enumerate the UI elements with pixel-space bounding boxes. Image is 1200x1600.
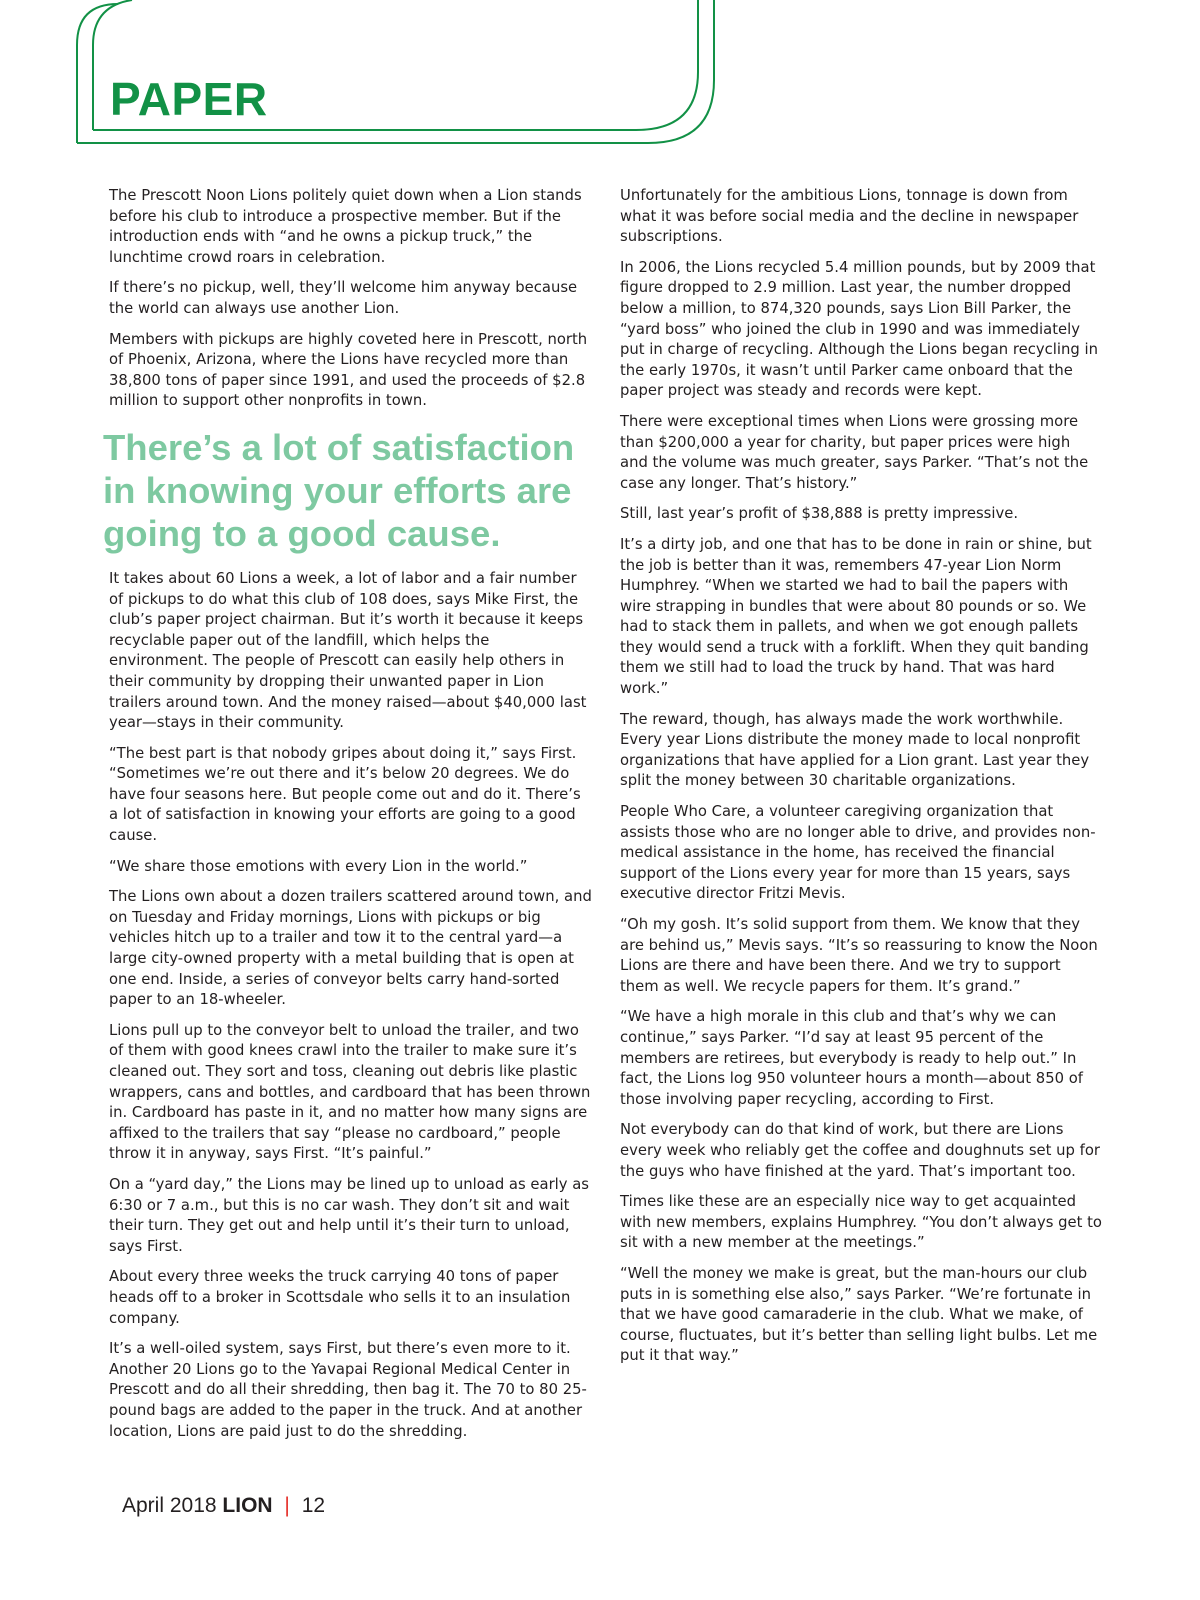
body-paragraph: Still, last year’s profit of $38,888 is pretty impressive. — [620, 505, 1019, 523]
section-title: PAPER — [110, 73, 268, 125]
body-paragraph: The Prescott Noon Lions politely quiet down when a Lion stands before his club to introduce a prospective member. But if the introduction ends with “and he owns a pickup truck,” the lunchtime crowd roars in celebration. — [109, 187, 582, 266]
right-column — [620, 186, 1102, 1377]
body-paragraph: If there’s no pickup, well, they’ll welcome him anyway because the world can always use another Lion. — [109, 279, 578, 317]
body-paragraph: The Lions own about a dozen trailers scattered around town, and on Tuesday and Friday mornings, Lions with pickups or big vehicles hitch up to a trailer and tow it to the central yard—a large city-owned property with a metal building that is open at one end. Inside, a series of conveyor belts carry hand-sorted paper to an 18-wheeler. — [109, 888, 592, 1009]
body-paragraph: In 2006, the Lions recycled 5.4 million pounds, but by 2009 that figure dropped to 2.9 million. Last year, the number dropped below a million, to 874,320 pounds, says Lion Bill Parker, the “yard boss” who joined the club in 1990 and was immediately put in charge of recycling. Although the Lions began recycling in the early 1970s, it wasn’t until Parker came onboard that the paper project was steady and records were kept. — [620, 258, 1098, 400]
body-paragraph: “Oh my gosh. It’s solid support from them. We know that they are behind us,” Mevis says. “It’s so reassuring to know the Noon Lions are there and have been there. And we try to support them as well. We recycle papers for them. It’s grand.” — [620, 916, 1098, 995]
body-paragraph: There were exceptional times when Lions were grossing more than $200,000 a year for charity, but paper prices were high and the volume was much greater, says Parker. “That’s not the case any longer. That’s history.” — [620, 412, 1089, 492]
body-paragraph: “We share those emotions with every Lion in the world.” — [109, 857, 528, 875]
body-paragraph: “Well the money we make is great, but the man-hours our club puts in is something else also,” says Parker. “We’re fortunate in that we have good camaraderie in the club. What we make, of course, fluctuates, but it’s better than selling light bulbs. Let me put it that way.” — [620, 1264, 1098, 1365]
body-paragraph: “The best part is that nobody gripes about doing it,” says First. “Sometimes we’re out there and it’s below 20 degrees. We do have four seasons here. But people come out and do it. There’s a lot of satisfaction in knowing your efforts are going to a good cause. — [109, 744, 581, 845]
footer-page-number: 12 — [301, 1494, 326, 1517]
body-paragraph: People Who Care, a volunteer caregiving organization that assists those who are no longer able to drive, and provides non-medical assistance in the home, has received the financial support of the Lions every year for more than 15 years, says executive director Fritzi Mevis. — [620, 803, 1096, 903]
body-paragraph: Not everybody can do that kind of work, but there are Lions every week who reliably get the coffee and doughnuts set up for the guys who have finished at the yard. That’s important too. — [620, 1121, 1100, 1180]
body-paragraph: Lions pull up to the conveyor belt to unload the trailer, and two of them with good knees crawl into the trailer to make sure it’s cleaned out. They sort and toss, cleaning out debris like plastic wrappers, cans and bottles, and cardboard that has been thrown in. Cardboard has paste in it, and no matter how many signs are affixed to the trailers that say “please no cardboard,” people throw it in anyway, says First. “It’s painful.” — [109, 1021, 591, 1163]
body-paragraph: It’s a dirty job, and one that has to be done in rain or shine, but the job is better than it was, remembers 47-year Lion Norm Humphrey. “When we started we had to bail the papers with wire strapping in bundles that were about 80 pounds or so. We had to stack them in pallets, and when we got enough pallets they would send a truck with a forklift. When they quit banding them we still had to load the truck by hand. That was hard work.” — [620, 535, 1092, 698]
body-paragraph: Times like these are an especially nice way to get acquainted with new members, explains Humphrey. “You don’t always get to sit with a new member at the meetings.” — [620, 1193, 1102, 1252]
body-paragraph: It takes about 60 Lions a week, a lot of labor and a fair number of pickups to do what this club of 108 does, says Mike First, the club’s paper project chairman. But it’s worth it because it keeps recyclable paper out of the landfill, which helps the environment. The people of Prescott can easily help others in their community by dropping their unwanted paper in Lion trailers around town. And the money raised—about $40,000 last year—stays in their community. — [109, 569, 587, 732]
body-paragraph: On a “yard day,” the Lions may be lined up to unload as early as 6:30 or 7 a.m., but this is no car wash. They don’t sit and wait their turn. They get out and help until it’s their turn to unload, says First. — [109, 1175, 589, 1255]
body-paragraph: About every three weeks the truck carrying 40 tons of paper heads off to a broker in Scottsdale who sells it to an insulation company. — [109, 1268, 571, 1327]
left-column — [103, 186, 593, 1452]
body-paragraph: Members with pickups are highly coveted here in Prescott, north of Phoenix, Arizona, where the Lions have recycled more than 38,800 tons of paper since 1991, and used the proceeds of $2.8 million to support other nonprofits in town. — [109, 330, 588, 410]
body-paragraph: Unfortunately for the ambitious Lions, tonnage is down from what it was before social media and the decline in newspaper subscriptions. — [620, 187, 1079, 246]
footer-separator: | — [284, 1494, 290, 1517]
footer-magazine-name: LION — [222, 1494, 273, 1517]
body-paragraph: It’s a well-oiled system, says First, but there’s even more to it. Another 20 Lions go to the Yavapai Regional Medical Center in Prescott and do all their shredding, then bag it. The 70 to 80 25-pound bags are added to the paper in the truck. And at another location, Lions are paid just to do the shredding. — [109, 1340, 587, 1440]
pull-quote: There’s a lot of satisfaction in knowing your efforts are going to a good cause. — [103, 426, 575, 554]
body-paragraph: “We have a high morale in this club and that’s why we can continue,” says Parker. “I’d say at least 95 percent of the members are retirees, but everybody is ready to help out.” In fact, the Lions log 950 volunteer hours a month—about 850 of those involving paper recycling, according to First. — [620, 1008, 1083, 1108]
body-paragraph: The reward, though, has always made the work worthwhile. Every year Lions distribute the money made to local nonprofit organizations that have applied for a Lion grant. Last year they split the money between 30 charitable organizations. — [620, 710, 1090, 790]
page-footer — [122, 1494, 325, 1518]
footer-issue-date: April 2018 — [122, 1494, 217, 1517]
